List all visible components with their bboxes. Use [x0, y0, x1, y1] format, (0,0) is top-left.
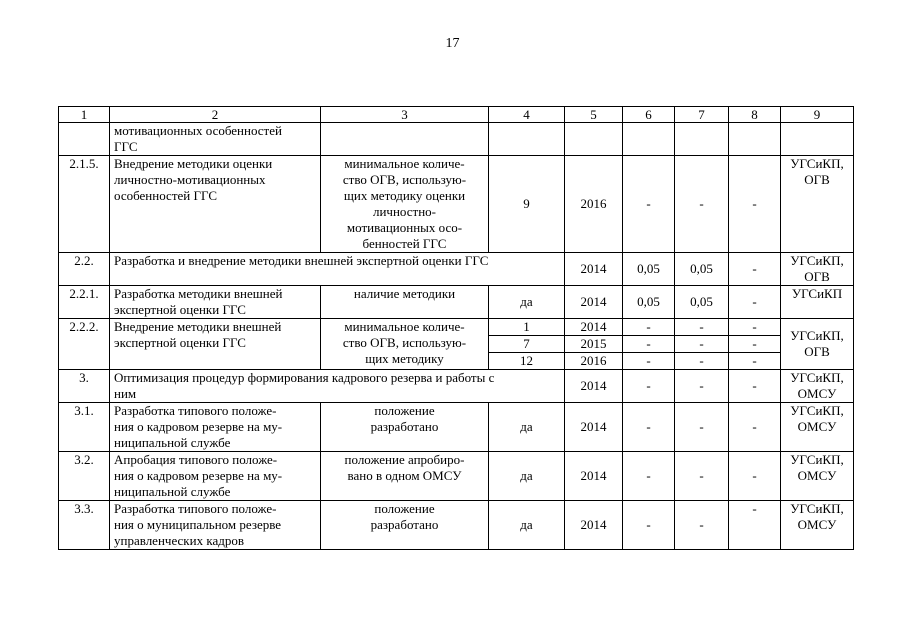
header-cell: 7 [675, 107, 729, 123]
row-responsible: УГСиКП, ОМСУ [781, 501, 854, 550]
row-year: 2014 [565, 253, 623, 286]
row-name: Апробация типового положе- ния о кадровом резерве на му- ниципальной службе [110, 452, 321, 501]
row-number: 2.2. [59, 253, 110, 286]
row-responsible: УГСиКП, ОГВ [781, 156, 854, 253]
row-number: 3.1. [59, 403, 110, 452]
row-col6: - [623, 336, 675, 353]
header-cell: 3 [321, 107, 489, 123]
row-value: да [489, 501, 565, 550]
row-col8: - [729, 353, 781, 370]
row-name: Оптимизация процедур формирования кадрового резерва и работы с ним [110, 370, 565, 403]
row-col8: - [729, 286, 781, 319]
row-year: 2016 [565, 156, 623, 253]
row-responsible: УГСиКП, ОМСУ [781, 403, 854, 452]
table-row [59, 253, 854, 286]
row-col7: - [675, 156, 729, 253]
row-col7: - [675, 501, 729, 550]
row-value: 9 [489, 156, 565, 253]
row-number: 3.2. [59, 452, 110, 501]
header-cell: 6 [623, 107, 675, 123]
row-col7: - [675, 452, 729, 501]
row-name: Внедрение методики оценки личностно-мотивационных особенностей ГГС [110, 156, 321, 253]
row-name: Разработка методики внешней экспертной оценки ГГС [110, 286, 321, 319]
row-col7: - [675, 403, 729, 452]
row-col8: - [729, 319, 781, 336]
row-col6: 0,05 [623, 253, 675, 286]
row-col8: - [729, 156, 781, 253]
row-year: 2014 [565, 319, 623, 336]
table-row [59, 403, 854, 452]
table-row [59, 452, 854, 501]
row-col8: - [729, 403, 781, 452]
row-col6: - [623, 452, 675, 501]
row-col7: - [675, 319, 729, 336]
row-year: 2014 [565, 501, 623, 550]
row-indicator: положение разработано [321, 403, 489, 452]
row-responsible: УГСиКП [781, 286, 854, 319]
row-indicator: наличие методики [321, 286, 489, 319]
row-col7: - [675, 353, 729, 370]
row-value: да [489, 403, 565, 452]
header-cell: 1 [59, 107, 110, 123]
header-row [59, 107, 854, 123]
row-indicator: положение апробиро- вано в одном ОМСУ [321, 452, 489, 501]
table-row [59, 319, 854, 336]
table-row [59, 123, 854, 156]
row-value: да [489, 452, 565, 501]
row-col7: 0,05 [675, 286, 729, 319]
row-number: 2.2.2. [59, 319, 110, 370]
row-value: 12 [489, 353, 565, 370]
row-col8: - [729, 253, 781, 286]
row-col7: - [675, 370, 729, 403]
row-col8: - [729, 452, 781, 501]
row-name: Внедрение методики внешней экспертной оценки ГГС [110, 319, 321, 370]
header-cell: 9 [781, 107, 854, 123]
row-col6: - [623, 156, 675, 253]
row-indicator: минимальное количе- ство ОГВ, использую- щих методику [321, 319, 489, 370]
row-col6: - [623, 319, 675, 336]
row-col6: - [623, 353, 675, 370]
row-number: 2.1.5. [59, 156, 110, 253]
row-number: 3.3. [59, 501, 110, 550]
row-value: 1 [489, 319, 565, 336]
header-cell: 4 [489, 107, 565, 123]
row-col6: - [623, 403, 675, 452]
row-col6: - [623, 501, 675, 550]
row-col8: - [729, 501, 781, 550]
row-value: да [489, 286, 565, 319]
row-responsible: УГСиКП, ОМСУ [781, 452, 854, 501]
table-row [59, 501, 854, 550]
row-col8: - [729, 336, 781, 353]
row-name: Разработка типового положе- ния о кадровом резерве на му- ниципальной службе [110, 403, 321, 452]
header-cell: 2 [110, 107, 321, 123]
row-col7: 0,05 [675, 253, 729, 286]
row-responsible: УГСиКП, ОГВ [781, 319, 854, 370]
page-number: 17 [445, 36, 460, 51]
row-year: 2014 [565, 286, 623, 319]
header-cell: 5 [565, 107, 623, 123]
row-responsible: УГСиКП, ОГВ [781, 253, 854, 286]
row-name: мотивационных особенностей ГГС [110, 123, 321, 156]
table-row [59, 156, 854, 253]
table-row [59, 286, 854, 319]
row-number: 2.2.1. [59, 286, 110, 319]
table-row [59, 370, 854, 403]
header-cell: 8 [729, 107, 781, 123]
row-col7: - [675, 336, 729, 353]
row-value: 7 [489, 336, 565, 353]
row-indicator: минимальное количе- ство ОГВ, использую- щих методику оценки личностно- мотивационных осо- бенностей ГГС [321, 156, 489, 253]
row-year: 2014 [565, 370, 623, 403]
row-col8: - [729, 370, 781, 403]
row-year: 2014 [565, 403, 623, 452]
row-col6: - [623, 370, 675, 403]
row-name: Разработка типового положе- ния о муниципальном резерве управленческих кадров [110, 501, 321, 550]
row-responsible: УГСиКП, ОМСУ [781, 370, 854, 403]
row-name: Разработка и внедрение методики внешней экспертной оценки ГГС [110, 253, 565, 286]
row-col6: 0,05 [623, 286, 675, 319]
plan-table [58, 106, 854, 550]
row-year: 2016 [565, 353, 623, 370]
row-number: 3. [59, 370, 110, 403]
row-year: 2015 [565, 336, 623, 353]
row-indicator: положение разработано [321, 501, 489, 550]
row-year: 2014 [565, 452, 623, 501]
